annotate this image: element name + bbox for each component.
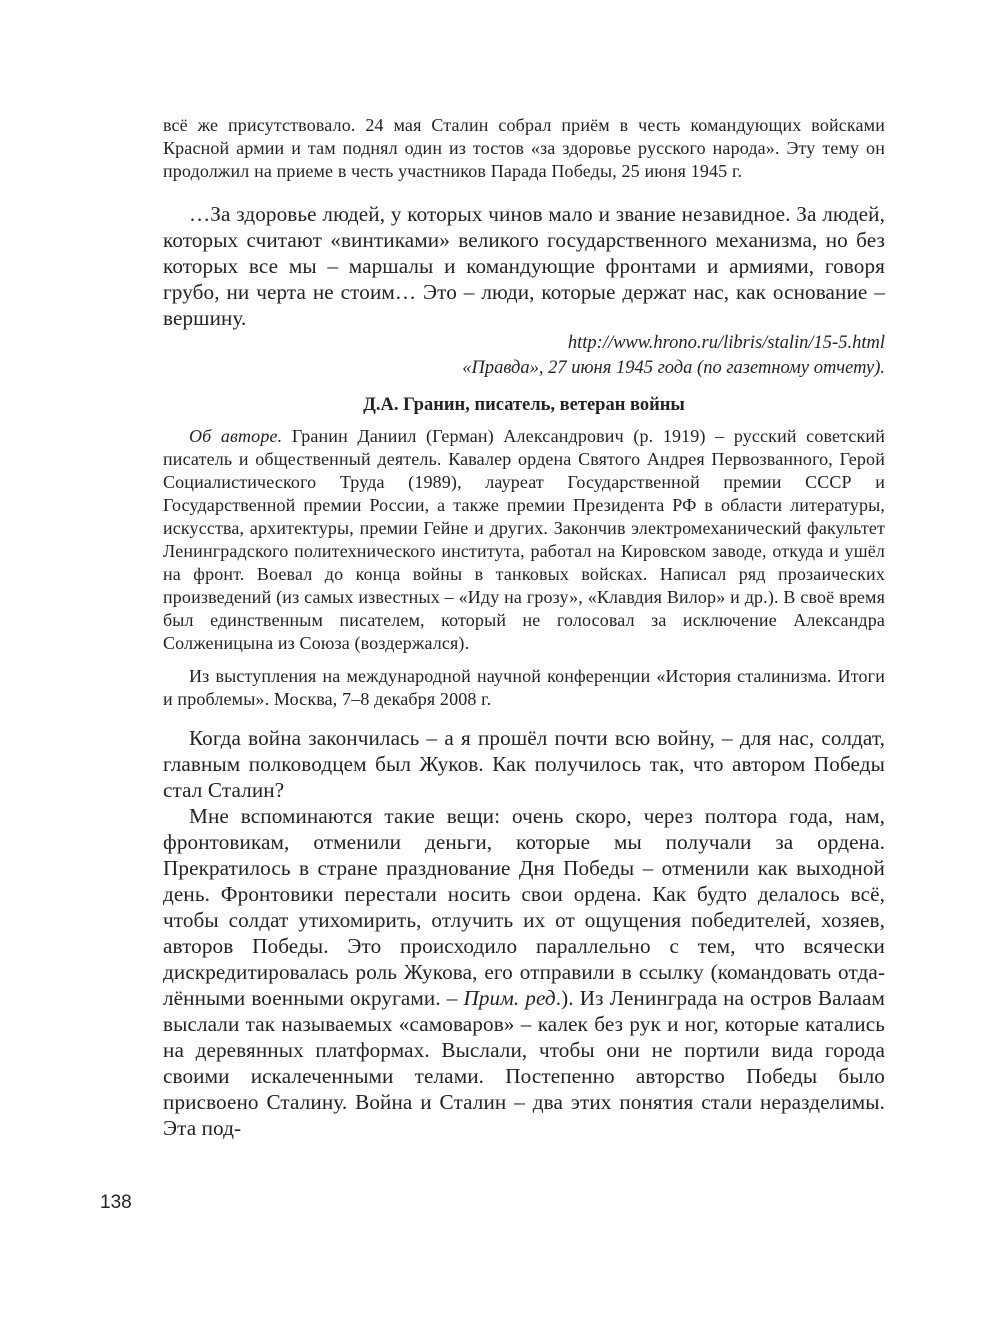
quote-source-url: http://www.hrono.ru/libris/stalin/15-5.html — [567, 333, 885, 353]
page-number: 138 — [100, 1192, 132, 1213]
body-paragraph-2-part-2: .). Из Ленинграда на остров Валаам выслали так называемых «самоваров» – калек без рук и ног, которые катались на деревянных платформах. Выслали, чтобы они не портили вида города своими искалеченными телами. Постепенно авторство Победы было присвоено Сталину. Война и Сталин – два этих понятия стали неразделимы. Эта под- — [163, 986, 885, 1140]
about-author-text: Гранин Даниил (Герман) Александрович (р. 1919) – русский советский писатель и общественный деятель. Кавалер ордена Святого Андрея Первозванного, Герой Социалистического Труда (1989), лауреат Государственной премии СССР и Государственной премии России, а также премии Президента РФ в области литературы, искусства, архитектуры, премии Гейне и других. Закончив электромеханический факультет Ленинградского политехнического института, работал на Кировском заводе, откуда и ушёл на фронт. Воевал до конца войны в танковых войсках. Написал ряд прозаических произведений (из самых известных – «Иду на грозу», «Клавдия Вилор» и др.). В своё время был единственным писателем, который не голосовал за исключение Александра Солженицына из Союза (воздержался). — [163, 426, 885, 653]
about-author-label: Об авторе. — [189, 426, 283, 446]
stalin-toast-quote: …За здоровье людей, у которых чинов мало и звание незавидное. За людей, которых считают «винтиками» великого государственного механизма, но без которых все мы – маршалы и командующие фронтами и армиями, говоря грубо, ни черта не стоим… Это – люди, которые держат нас, как основание – вершину. — [163, 202, 885, 330]
about-author-paragraph — [163, 425, 885, 655]
editor-note: Прим. ред — [463, 986, 556, 1010]
body-paragraph-2-part-1: Мне вспоминаются такие вещи: очень скоро, через полтора года, нам, фронтовикам, отменили деньги, которые мы получали за ордена. Прекратилось в стране празднование Дня Победы – отменили как выходной день. Фронтовики перестали носить свои ордена. Как будто делалось всё, чтобы солдат утихомирить, отлучить их от ощущения победителей, хозяев, авторов Победы. Это происходило параллельно с тем, что всячески дискредитировалась роль Жукова, его отправили в ссылку (командовать отдалёнными военными округами. – — [163, 804, 885, 1010]
speech-origin-note: Из выступления на международной научной конференции «История сталинизма. Итоги и проблемы». Москва, 7–8 декабря 2008 г. — [163, 666, 885, 709]
page-content — [163, 114, 885, 1141]
intro-paragraph: всё же присутствовало. 24 мая Сталин собрал приём в честь командующих войсками Красной армии и там поднял один из тостов «за здоровье русского народа». Эту тему он продолжил на приеме в честь участников Парада Победы, 25 июня 1945 г. — [163, 115, 885, 181]
quote-source-publication: «Правда», 27 июня 1945 года (по газетному отчету). — [462, 358, 885, 378]
body-paragraph-2 — [163, 803, 885, 1141]
section-heading: Д.А. Гранин, писатель, ветеран войны — [363, 395, 685, 415]
body-paragraph-1: Когда война закончилась – а я прошёл почти всю войну, – для нас, солдат, главным полководцем был Жуков. Как получилось так, что автором Победы стал Сталин? — [163, 726, 885, 802]
